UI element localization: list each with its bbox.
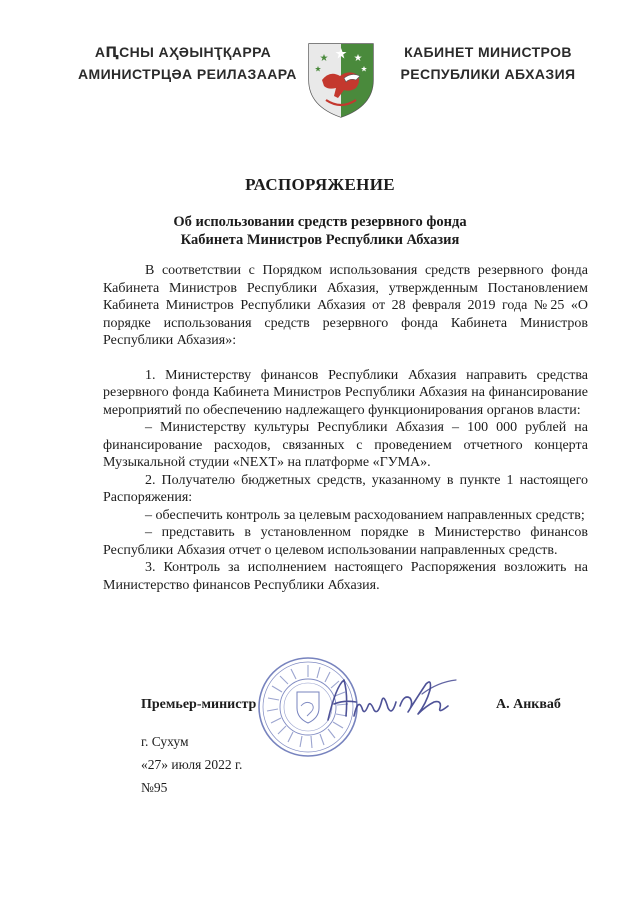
subtitle-line2: Кабинета Министров Республики Абхазия — [180, 232, 460, 248]
clause-1-item: – Министерству культуры Республики Абхазия – 100 000 рублей на финансирование расходов, связанных с проведением отчетного концерта Музыкальной студии «NEXT» на платформе «ГУМА». — [103, 420, 588, 470]
state-emblem-icon — [304, 40, 378, 120]
document-title: РАСПОРЯЖЕНИЕ — [245, 175, 395, 194]
clause-1: 1. Министерству финансов Республики Абхазия направить средства резервного фонда Кабинета Министров Республики Абхазия на финансирование мероприятий по обеспечению надлежащего функционирования органов власти: — [103, 367, 588, 418]
clause-3: 3. Контроль за исполнением настоящего Распоряжения возложить на Министерство финансов Республики Абхазия. — [103, 560, 588, 593]
header-right-line2: РЕСПУБЛИКИ АБХАЗИЯ — [400, 66, 576, 82]
header-left-line2: АМИНИСТРЦӘА РЕИЛАЗААРА — [78, 66, 297, 82]
subtitle-line1: Об использовании средств резервного фонда — [173, 214, 467, 230]
header-left — [78, 41, 297, 85]
header-right — [388, 41, 588, 85]
clause-2: 2. Получателю бюджетных средств, указанному в пункте 1 настоящего Распоряжения: — [103, 472, 588, 505]
clause-2-item-1: – обеспечить контроль за целевым расходованием направленных средств; — [145, 507, 585, 523]
document-number: №95 — [141, 780, 168, 795]
document-body — [103, 262, 588, 594]
signatory-name: А. Анкваб — [496, 697, 561, 712]
header-left-line1: АԤСНЫ АҲӘЫНҬҚАРРА — [94, 44, 272, 60]
document-date: «27» июля 2022 г. — [141, 757, 243, 772]
document-subtitle — [0, 213, 640, 249]
document-city: г. Сухум — [141, 734, 189, 749]
clause-2-item-2: – представить в установленном порядке в Министерство финансов Республики Абхазия отчет о целевом использовании направленных средств. — [103, 525, 588, 558]
preamble-paragraph: В соответствии с Порядком использования средств резервного фонда Кабинета Министров Республики Абхазия, утвержденным Постановлением Кабинета Министров Республики Абхазия от 28 февраля 2019 года №25 «О порядке использования средств резервного фонда Кабинета Министров Республики Абхазия»: — [103, 263, 588, 348]
handwritten-signature-icon — [322, 676, 460, 726]
signatory-position: Премьер-министр — [141, 697, 257, 712]
header-right-line1: КАБИНЕТ МИНИСТРОВ — [404, 44, 572, 60]
